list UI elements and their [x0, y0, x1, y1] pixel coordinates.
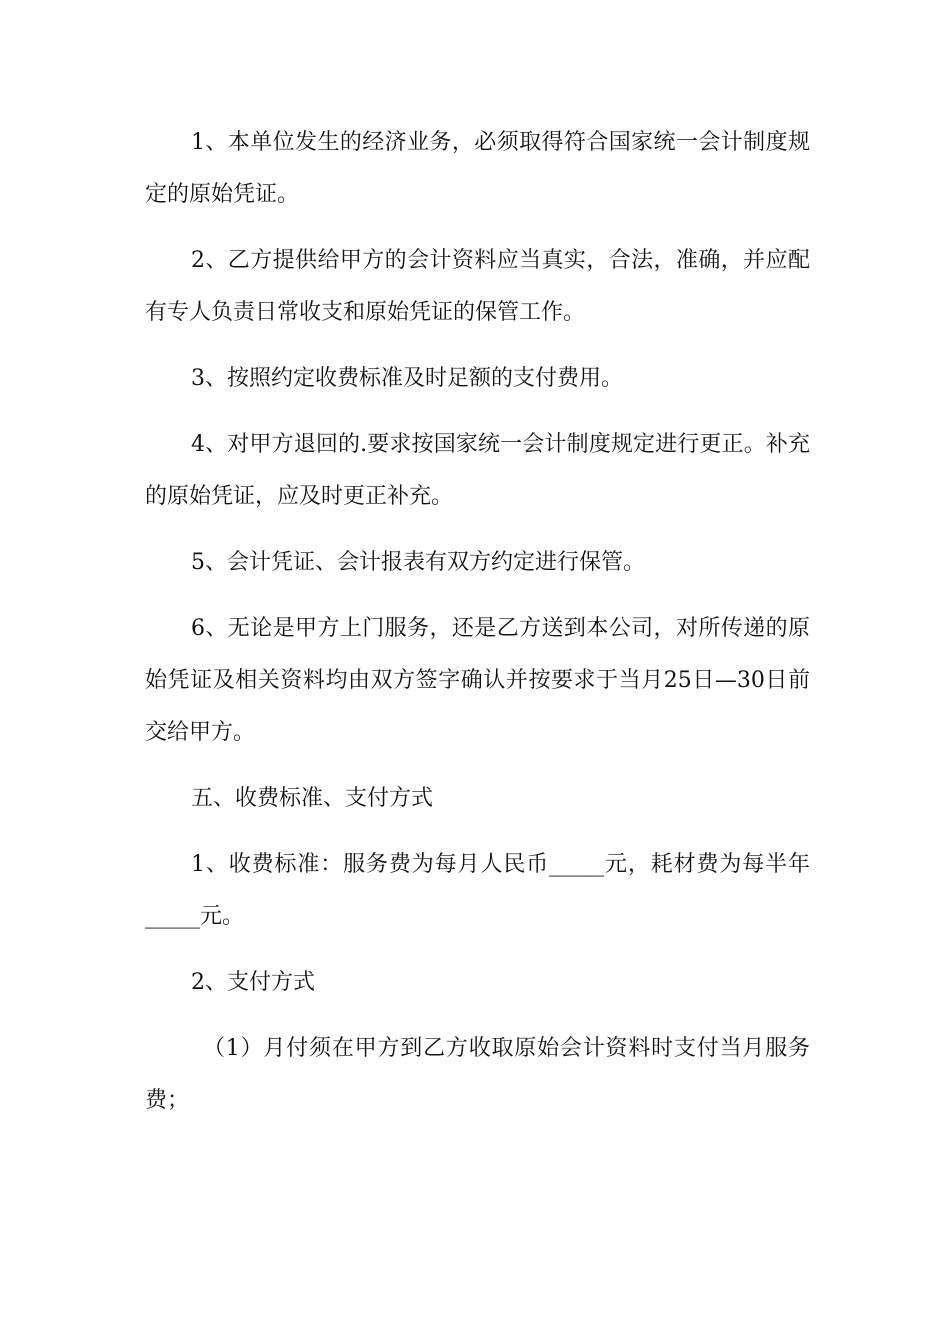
paragraph-item-5: 5、会计凭证、会计报表有双方约定进行保管。	[191, 550, 645, 575]
paragraph-item-4: 4、对甲方退回的.要求按国家统一会计制度规定进行更正。补充的原始凭证，应及时更正补充。	[145, 432, 810, 509]
payment-method-heading: 2、支付方式	[191, 970, 315, 995]
paragraph-item-1: 1、本单位发生的经济业务，必须取得符合国家统一会计制度规定的原始凭证。	[145, 130, 810, 207]
section-heading-fee: 五、收费标准、支付方式	[191, 786, 434, 811]
fee-standard-paragraph: 1、收费标准：服务费为每月人民币_____元，耗材费为每半年_____元。	[145, 852, 810, 929]
paragraph-item-6: 6、无论是甲方上门服务，还是乙方送到本公司，对所传递的原始凭证及相关资料均由双方签字确认并按要求于当月25日—30日前交给甲方。	[145, 616, 810, 745]
document-body	[145, 117, 810, 1141]
paragraph-item-2: 2、乙方提供给甲方的会计资料应当真实，合法，准确，并应配有专人负责日常收支和原始凭证的保管工作。	[145, 248, 810, 325]
paragraph-item-3: 3、按照约定收费标准及时足额的支付费用。	[191, 366, 623, 391]
monthly-payment-paragraph: （1）月付须在甲方到乙方收取原始会计资料时支付当月服务费；	[145, 1036, 810, 1113]
